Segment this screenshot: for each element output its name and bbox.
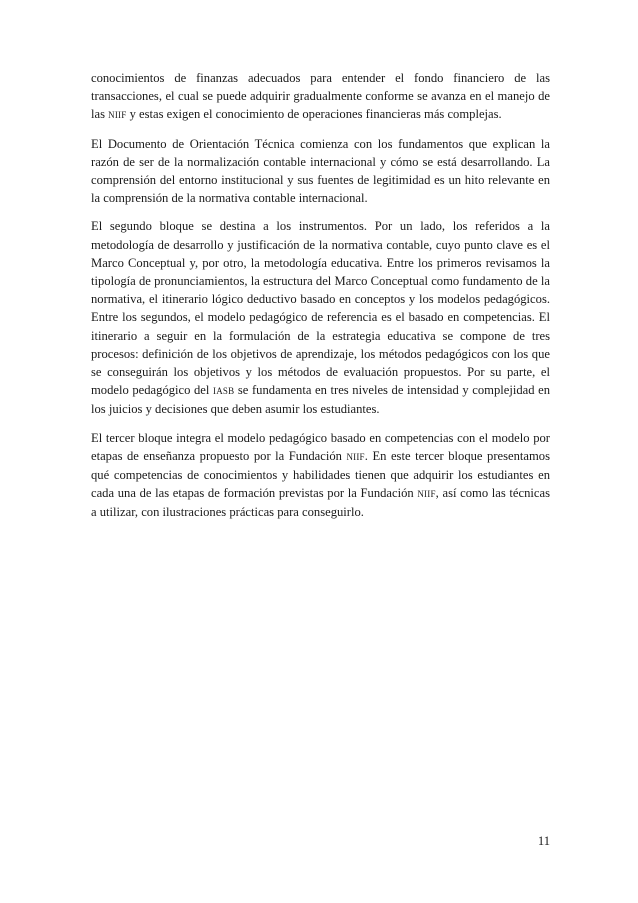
paragraph-3 [91, 217, 550, 418]
paragraph-2-text: El Documento de Orientación Técnica comienza con los fundamentos que explican la razón de ser de la normalización contable internacional y cómo se está desarrollando. La comprensión del entorno institucional y sus fuentes de legitimidad es un hito relevante en la comprensión de la normativa contable internacional. [91, 136, 550, 206]
page-number: 11 [537, 834, 550, 848]
paragraph-4-text-1: El tercer bloque integra el modelo pedagógico basado en competencias con el modelo por etapas de enseñanza propuesto por la Fundación [91, 430, 550, 463]
paragraph-4-text-3: , así como las técnicas a utilizar, con ilustraciones prácticas para conseguirlo. [91, 486, 550, 520]
paragraph-1-text-1: conocimientos de finanzas adecuados para entender el fondo financiero de las transacciones, el cual se puede adquirir gradualmente conforme se avanza en el manejo de las [91, 71, 550, 122]
body-text [91, 69, 550, 532]
acronym-iasb: IASB [213, 386, 235, 397]
acronym-niif: NIIF [108, 110, 127, 121]
paragraph-1 [91, 69, 550, 125]
paragraph-3-text-2: se fundamenta en tres niveles de intensidad y complejidad en los juicios y decisiones que deben asumir los estudiantes. [91, 383, 551, 417]
acronym-niif: NIIF [417, 489, 436, 500]
paragraph-2 [91, 135, 550, 208]
paragraph-1-text-2: y estas exigen el conocimiento de operaciones financieras más complejas. [126, 107, 502, 122]
paragraph-3-text-1: El segundo bloque se destina a los instrumentos. Por un lado, los referidos a la metodología de desarrollo y justificación de la normativa contable, cuyo punto clave es el Marco Conceptual y, por otro, la metodología educativa. Entre los primeros revisamos la tipología de pronunciamientos, la estructura del Marco Conceptual como fundamento de la normativa, el itinerario lógico deductivo basado en conceptos y los modelos pedagógicos. Entre los segundos, el modelo pedagógico de referencia es el basado en competencias. El itinerario a seguir en la formulación de la estrategia educativa se compone de tres procesos: definición de los objetivos de aprendizaje, los métodos pedagógicos con los que se conseguirán los objetivos y los métodos de evaluación propuestos. Por su parte, el modelo pedagógico del [91, 219, 550, 398]
paragraph-4-text-2: . En este tercer bloque presentamos qué competencias de conocimientos y habilidades tienen que adquirir los estudiantes en cada una de las etapas de formación previstas por la Fundación [91, 448, 550, 501]
acronym-niif: NIIF [346, 451, 365, 462]
paragraph-4 [91, 429, 550, 522]
